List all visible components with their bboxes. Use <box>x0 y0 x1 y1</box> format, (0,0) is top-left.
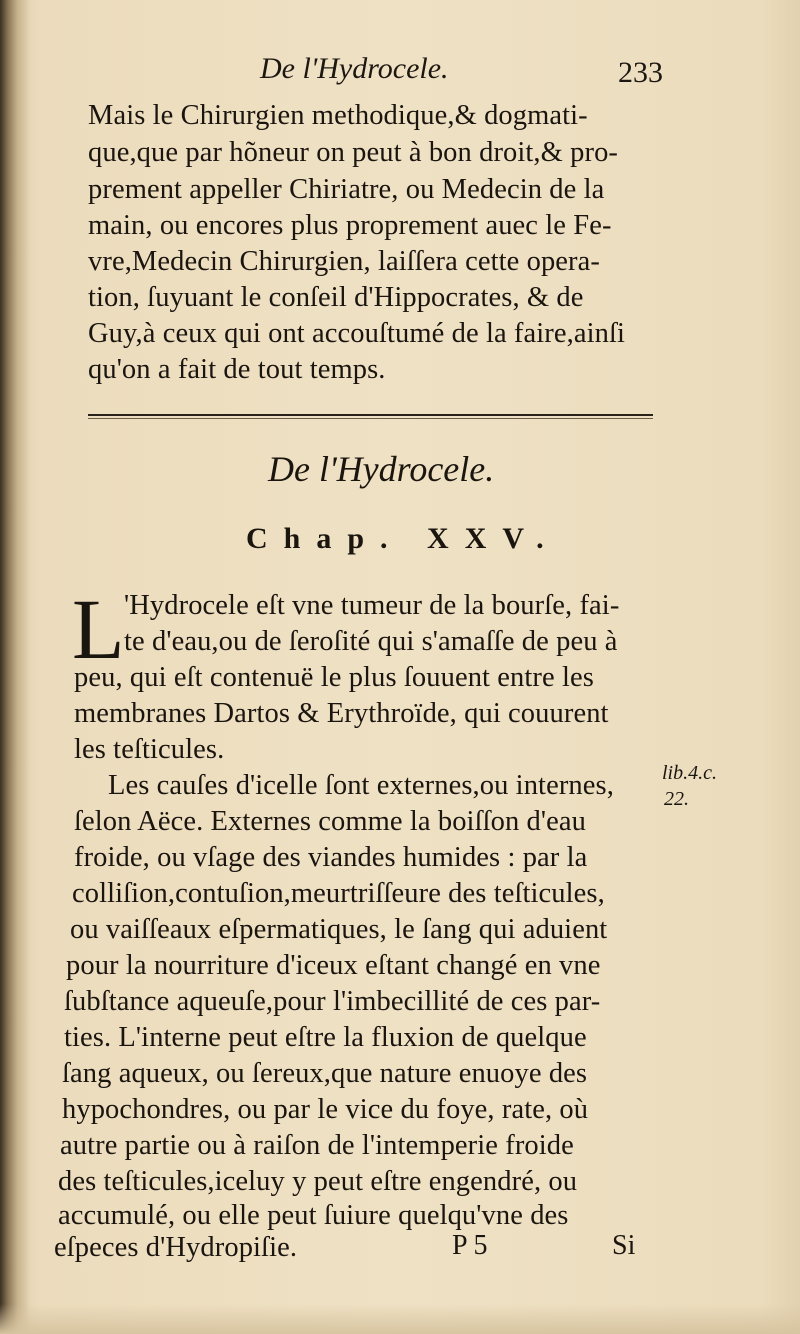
text-line: que,que par hõneur on peut à bon droit,& pro- <box>88 137 619 168</box>
text-line: prement appeller Chiriatre, ou Medecin de la <box>88 174 605 205</box>
text-line: accumulé, ou elle peut ſuiure quelqu'vne des <box>58 1200 569 1231</box>
text-line: te d'eau,ou de ſeroſité qui s'amaſſe de peu à <box>124 626 618 657</box>
margin-note-line-1: lib.4.c. <box>662 762 717 784</box>
text-line: main, ou encores plus proprement auec le Fe- <box>88 210 612 241</box>
drop-cap: L <box>72 581 125 677</box>
section-divider-thin <box>88 418 653 419</box>
chapter-heading: Chap. XXV. <box>246 522 560 555</box>
text-line: peu, qui eſt contenuë le plus ſouuent entre les <box>74 662 594 693</box>
margin-note-line-2: 22. <box>664 788 689 810</box>
section-title: De l'Hydrocele. <box>268 449 495 489</box>
text-line: tion, ſuyuant le conſeil d'Hippocrates, & de <box>88 282 584 313</box>
page-number: 233 <box>618 56 663 89</box>
text-line: colliſion,contuſion,meurtriſſeure des teſticules, <box>72 878 605 909</box>
text-line: autre partie ou à raiſon de l'intemperie froide <box>60 1130 574 1161</box>
running-head: De l'Hydrocele. <box>260 52 449 85</box>
text-line: Mais le Chirurgien methodique,& dogmati- <box>88 100 588 131</box>
text-line: ſang aqueux, ou ſereux,que nature enuoye des <box>62 1058 588 1089</box>
text-line: pour la nourriture d'iceux eſtant changé en vne <box>66 950 601 981</box>
text-line: Les cauſes d'icelle ſont externes,ou internes, <box>108 770 614 801</box>
section-divider <box>88 414 653 416</box>
text-line: froide, ou vſage des viandes humides : par la <box>74 842 588 873</box>
text-line: membranes Dartos & Erythroïde, qui couurent <box>74 698 609 729</box>
signature-mark: P 5 <box>452 1230 488 1261</box>
text-line: ou vaiſſeaux eſpermatiques, le ſang qui aduient <box>70 914 608 945</box>
final-text-line: eſpeces d'Hydropiſie. <box>54 1232 298 1263</box>
text-line: qu'on a fait de tout temps. <box>88 354 386 385</box>
text-line: vre,Medecin Chirurgien, laiſſera cette opera- <box>88 246 600 277</box>
text-line: ties. L'interne peut eſtre la fluxion de quelque <box>64 1022 587 1053</box>
book-spine-shadow <box>0 0 30 1334</box>
text-line: des teſticules,iceluy y peut eſtre engendré, ou <box>58 1166 578 1197</box>
text-line: les teſticules. <box>74 734 225 765</box>
text-line: 'Hydrocele eſt vne tumeur de la bourſe, fai- <box>124 590 620 621</box>
text-line: hypochondres, ou par le vice du foye, rate, où <box>62 1094 589 1125</box>
page-bottom-edge <box>0 1304 800 1334</box>
catchword: Si <box>612 1230 636 1261</box>
text-line: ſubſtance aqueuſe,pour l'imbecillité de ces par- <box>64 986 601 1017</box>
text-line: ſelon Aëce. Externes comme la boiſſon d'eau <box>74 806 586 837</box>
text-line: Guy,à ceux qui ont accouſtumé de la faire,ainſi <box>88 318 626 349</box>
